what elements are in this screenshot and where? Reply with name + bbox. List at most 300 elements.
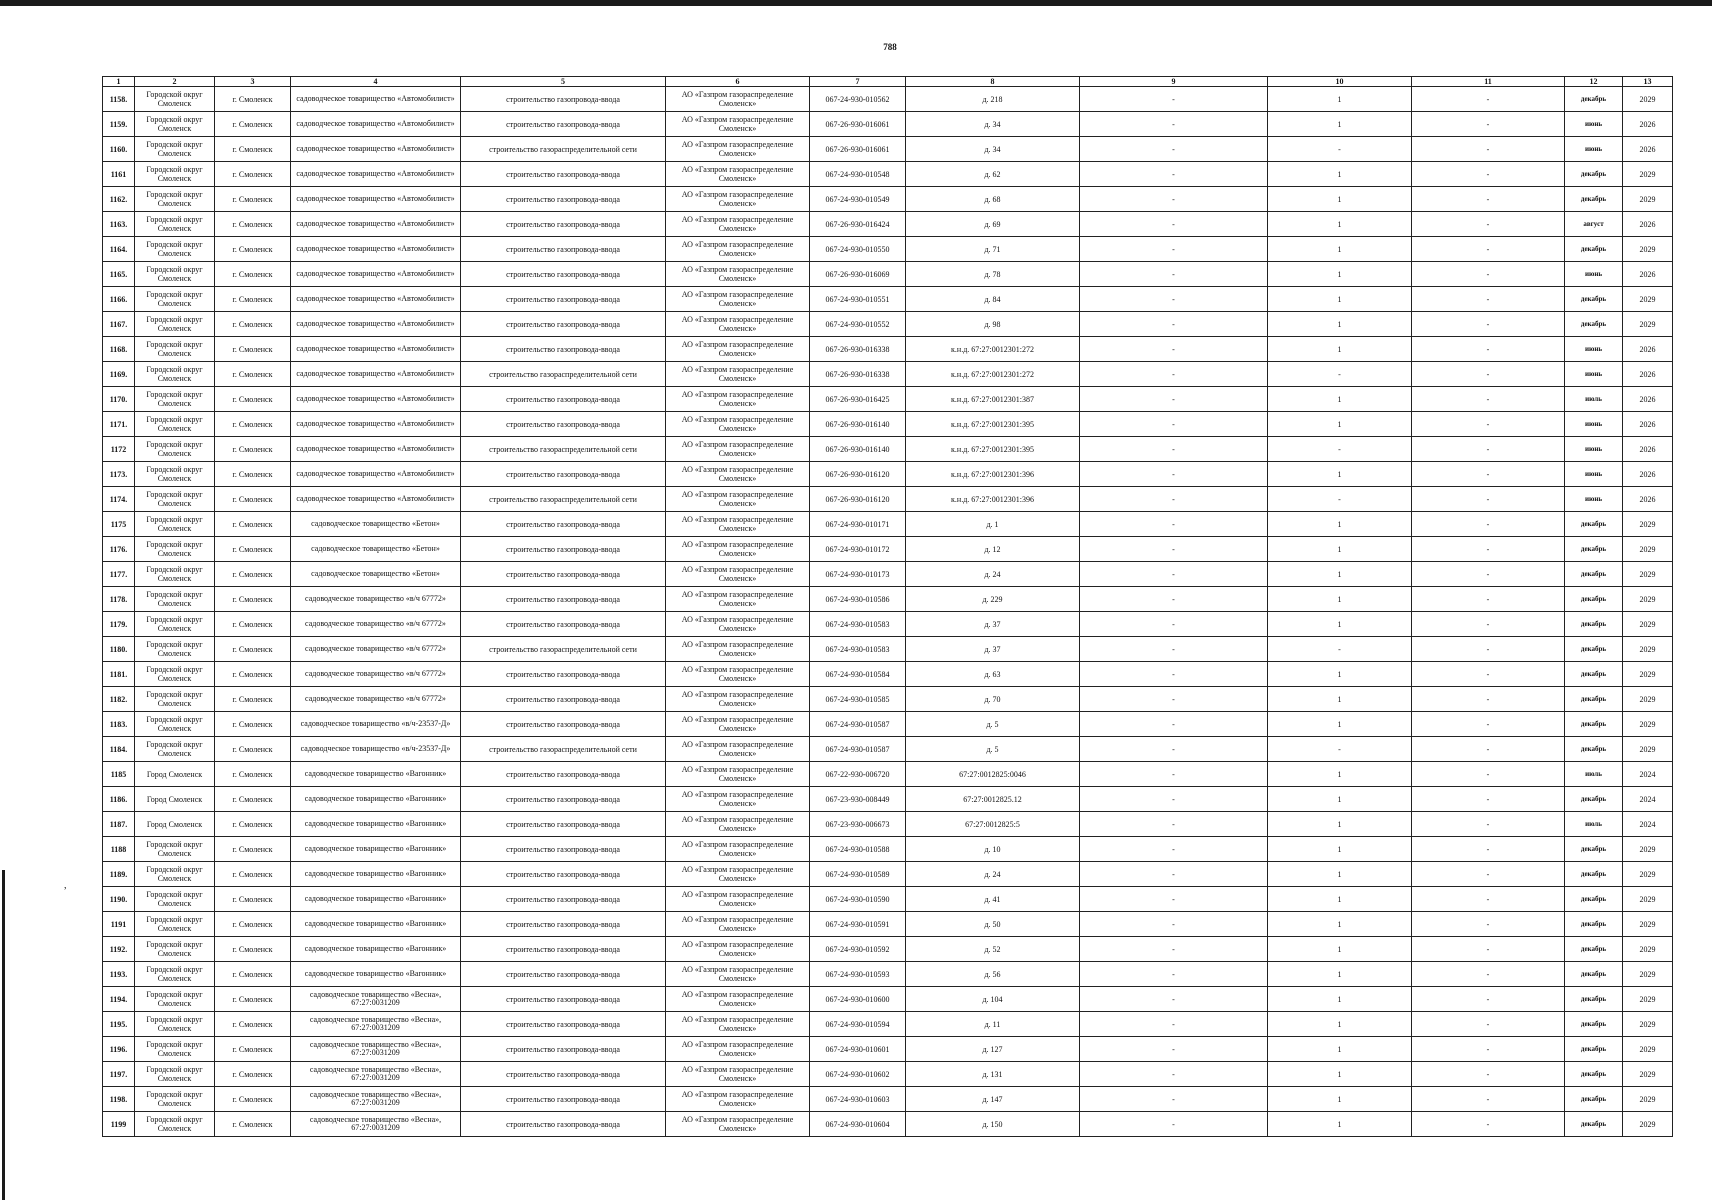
table-row	[103, 212, 1673, 237]
column-9-value-cell: -	[1080, 1062, 1268, 1087]
column-11-value-cell: -	[1412, 87, 1565, 112]
work-type-cell: строительство газораспределительной сети	[461, 362, 666, 387]
municipal-district-cell: Городской округ Смоленск	[135, 337, 215, 362]
month-cell: декабрь	[1565, 237, 1623, 262]
year-cell: 2029	[1623, 737, 1673, 762]
row-number-cell: 1158.	[103, 87, 135, 112]
year-cell: 2026	[1623, 362, 1673, 387]
organization-cell: АО «Газпром газораспределение Смоленск»	[666, 1087, 810, 1112]
work-type-cell: строительство газопровода-ввода	[461, 287, 666, 312]
application-number-cell: 067-26-930-016120	[810, 487, 906, 512]
year-cell: 2029	[1623, 887, 1673, 912]
settlement-cell: г. Смоленск	[215, 87, 291, 112]
area-name-cell: садоводческое товарищество «в/ч-23537-Д»	[291, 737, 461, 762]
application-number-cell: 067-26-930-016140	[810, 412, 906, 437]
application-number-cell: 067-24-930-010584	[810, 662, 906, 687]
settlement-cell: г. Смоленск	[215, 362, 291, 387]
address-cell: д. 218	[906, 87, 1080, 112]
organization-cell: АО «Газпром газораспределение Смоленск»	[666, 362, 810, 387]
row-number-cell: 1168.	[103, 337, 135, 362]
column-11-value-cell: -	[1412, 162, 1565, 187]
table-row	[103, 312, 1673, 337]
municipal-district-cell: Городской округ Смоленск	[135, 912, 215, 937]
address-cell: д. 98	[906, 312, 1080, 337]
column-header-3: 3	[215, 77, 291, 87]
column-9-value-cell: -	[1080, 212, 1268, 237]
organization-cell: АО «Газпром газораспределение Смоленск»	[666, 87, 810, 112]
organization-cell: АО «Газпром газораспределение Смоленск»	[666, 1012, 810, 1037]
area-name-cell: садоводческое товарищество «Вагонник»	[291, 962, 461, 987]
year-cell: 2029	[1623, 537, 1673, 562]
row-number-cell: 1163.	[103, 212, 135, 237]
column-9-value-cell: -	[1080, 687, 1268, 712]
application-number-cell: 067-26-930-016424	[810, 212, 906, 237]
row-number-cell: 1182.	[103, 687, 135, 712]
work-type-cell: строительство газопровода-ввода	[461, 812, 666, 837]
column-11-value-cell: -	[1412, 1037, 1565, 1062]
area-name-cell: садоводческое товарищество «Автомобилист»	[291, 112, 461, 137]
work-type-cell: строительство газопровода-ввода	[461, 112, 666, 137]
address-cell: д. 84	[906, 287, 1080, 312]
area-name-cell: садоводческое товарищество «Бетон»	[291, 512, 461, 537]
municipal-district-cell: Городской округ Смоленск	[135, 237, 215, 262]
month-cell: июнь	[1565, 112, 1623, 137]
settlement-cell: г. Смоленск	[215, 712, 291, 737]
column-10-value-cell: 1	[1268, 237, 1412, 262]
column-11-value-cell: -	[1412, 312, 1565, 337]
area-name-cell: садоводческое товарищество «в/ч-23537-Д»	[291, 712, 461, 737]
year-cell: 2029	[1623, 687, 1673, 712]
organization-cell: АО «Газпром газораспределение Смоленск»	[666, 887, 810, 912]
work-type-cell: строительство газопровода-ввода	[461, 562, 666, 587]
application-number-cell: 067-24-930-010604	[810, 1112, 906, 1137]
area-name-cell: садоводческое товарищество «Вагонник»	[291, 837, 461, 862]
column-11-value-cell: -	[1412, 1087, 1565, 1112]
area-name-cell: садоводческое товарищество «Вагонник»	[291, 912, 461, 937]
column-9-value-cell: -	[1080, 962, 1268, 987]
table-row	[103, 762, 1673, 787]
area-name-cell: садоводческое товарищество «Автомобилист»	[291, 137, 461, 162]
organization-cell: АО «Газпром газораспределение Смоленск»	[666, 437, 810, 462]
column-header-5: 5	[461, 77, 666, 87]
table-row	[103, 787, 1673, 812]
column-10-value-cell: 1	[1268, 412, 1412, 437]
row-number-cell: 1198.	[103, 1087, 135, 1112]
table-row	[103, 287, 1673, 312]
table-row	[103, 462, 1673, 487]
address-cell: д. 34	[906, 137, 1080, 162]
settlement-cell: г. Смоленск	[215, 1062, 291, 1087]
column-11-value-cell: -	[1412, 287, 1565, 312]
column-11-value-cell: -	[1412, 1112, 1565, 1137]
year-cell: 2026	[1623, 137, 1673, 162]
row-number-cell: 1170.	[103, 387, 135, 412]
settlement-cell: г. Смоленск	[215, 437, 291, 462]
table-row	[103, 1012, 1673, 1037]
application-number-cell: 067-24-930-010583	[810, 637, 906, 662]
organization-cell: АО «Газпром газораспределение Смоленск»	[666, 562, 810, 587]
organization-cell: АО «Газпром газораспределение Смоленск»	[666, 737, 810, 762]
year-cell: 2026	[1623, 212, 1673, 237]
application-number-cell: 067-24-930-010551	[810, 287, 906, 312]
organization-cell: АО «Газпром газораспределение Смоленск»	[666, 587, 810, 612]
organization-cell: АО «Газпром газораспределение Смоленск»	[666, 862, 810, 887]
column-10-value-cell: 1	[1268, 537, 1412, 562]
month-cell: июнь	[1565, 337, 1623, 362]
address-cell: д. 147	[906, 1087, 1080, 1112]
month-cell: декабрь	[1565, 962, 1623, 987]
municipal-district-cell: Городской округ Смоленск	[135, 562, 215, 587]
column-10-value-cell: 1	[1268, 912, 1412, 937]
row-number-cell: 1196.	[103, 1037, 135, 1062]
year-cell: 2029	[1623, 712, 1673, 737]
table-row	[103, 162, 1673, 187]
organization-cell: АО «Газпром газораспределение Смоленск»	[666, 687, 810, 712]
address-cell: д. 12	[906, 537, 1080, 562]
column-10-value-cell: 1	[1268, 1112, 1412, 1137]
table-row	[103, 337, 1673, 362]
row-number-cell: 1187.	[103, 812, 135, 837]
column-11-value-cell: -	[1412, 837, 1565, 862]
column-9-value-cell: -	[1080, 337, 1268, 362]
row-number-cell: 1199	[103, 1112, 135, 1137]
work-type-cell: строительство газопровода-ввода	[461, 337, 666, 362]
row-number-cell: 1193.	[103, 962, 135, 987]
month-cell: август	[1565, 212, 1623, 237]
year-cell: 2029	[1623, 1112, 1673, 1137]
settlement-cell: г. Смоленск	[215, 112, 291, 137]
column-header-13: 13	[1623, 77, 1673, 87]
month-cell: декабрь	[1565, 612, 1623, 637]
address-cell: к.н.д. 67:27:0012301:272	[906, 362, 1080, 387]
address-cell: д. 229	[906, 587, 1080, 612]
address-cell: 67:27:0012825.12	[906, 787, 1080, 812]
column-10-value-cell: 1	[1268, 162, 1412, 187]
column-10-value-cell: 1	[1268, 762, 1412, 787]
year-cell: 2029	[1623, 662, 1673, 687]
column-10-value-cell: -	[1268, 737, 1412, 762]
year-cell: 2029	[1623, 512, 1673, 537]
year-cell: 2029	[1623, 937, 1673, 962]
column-9-value-cell: -	[1080, 787, 1268, 812]
application-number-cell: 067-24-930-010562	[810, 87, 906, 112]
settlement-cell: г. Смоленск	[215, 187, 291, 212]
month-cell: декабрь	[1565, 862, 1623, 887]
column-10-value-cell: 1	[1268, 662, 1412, 687]
application-number-cell: 067-23-930-008449	[810, 787, 906, 812]
application-number-cell: 067-24-930-010585	[810, 687, 906, 712]
municipal-district-cell: Городской округ Смоленск	[135, 1087, 215, 1112]
address-cell: д. 50	[906, 912, 1080, 937]
application-number-cell: 067-24-930-010593	[810, 962, 906, 987]
table-row	[103, 587, 1673, 612]
column-11-value-cell: -	[1412, 262, 1565, 287]
column-11-value-cell: -	[1412, 987, 1565, 1012]
row-number-cell: 1172	[103, 437, 135, 462]
settlement-cell: г. Смоленск	[215, 537, 291, 562]
column-9-value-cell: -	[1080, 387, 1268, 412]
column-9-value-cell: -	[1080, 662, 1268, 687]
municipal-district-cell: Город Смоленск	[135, 812, 215, 837]
application-number-cell: 067-24-930-010591	[810, 912, 906, 937]
row-number-cell: 1197.	[103, 1062, 135, 1087]
application-number-cell: 067-26-930-016069	[810, 262, 906, 287]
municipal-district-cell: Городской округ Смоленск	[135, 662, 215, 687]
row-number-cell: 1171.	[103, 412, 135, 437]
municipal-district-cell: Городской округ Смоленск	[135, 687, 215, 712]
settlement-cell: г. Смоленск	[215, 1037, 291, 1062]
table-row	[103, 412, 1673, 437]
column-header-6: 6	[666, 77, 810, 87]
table-row	[103, 912, 1673, 937]
address-cell: к.н.д. 67:27:0012301:395	[906, 412, 1080, 437]
application-number-cell: 067-24-930-010173	[810, 562, 906, 587]
organization-cell: АО «Газпром газораспределение Смоленск»	[666, 987, 810, 1012]
municipal-district-cell: Городской округ Смоленск	[135, 1012, 215, 1037]
column-header-10: 10	[1268, 77, 1412, 87]
application-number-cell: 067-24-930-010583	[810, 612, 906, 637]
column-10-value-cell: 1	[1268, 687, 1412, 712]
settlement-cell: г. Смоленск	[215, 262, 291, 287]
column-header-1: 1	[103, 77, 135, 87]
column-9-value-cell: -	[1080, 812, 1268, 837]
month-cell: декабрь	[1565, 837, 1623, 862]
column-11-value-cell: -	[1412, 187, 1565, 212]
organization-cell: АО «Газпром газораспределение Смоленск»	[666, 612, 810, 637]
year-cell: 2026	[1623, 112, 1673, 137]
column-10-value-cell: 1	[1268, 387, 1412, 412]
table-row	[103, 1062, 1673, 1087]
area-name-cell: садоводческое товарищество «Автомобилист»	[291, 437, 461, 462]
address-cell: д. 34	[906, 112, 1080, 137]
address-cell: д. 63	[906, 662, 1080, 687]
area-name-cell: садоводческое товарищество «Весна», 67:27:0031209	[291, 1087, 461, 1112]
year-cell: 2026	[1623, 412, 1673, 437]
work-type-cell: строительство газопровода-ввода	[461, 412, 666, 437]
municipal-district-cell: Городской округ Смоленск	[135, 837, 215, 862]
month-cell: июнь	[1565, 362, 1623, 387]
column-number-header-row	[103, 77, 1673, 87]
column-header-4: 4	[291, 77, 461, 87]
column-11-value-cell: -	[1412, 737, 1565, 762]
municipal-district-cell: Городской округ Смоленск	[135, 112, 215, 137]
area-name-cell: садоводческое товарищество «Бетон»	[291, 562, 461, 587]
organization-cell: АО «Газпром газораспределение Смоленск»	[666, 237, 810, 262]
settlement-cell: г. Смоленск	[215, 962, 291, 987]
settlement-cell: г. Смоленск	[215, 1012, 291, 1037]
table-row	[103, 712, 1673, 737]
year-cell: 2029	[1623, 587, 1673, 612]
address-cell: д. 37	[906, 612, 1080, 637]
year-cell: 2024	[1623, 812, 1673, 837]
municipal-district-cell: Городской округ Смоленск	[135, 487, 215, 512]
area-name-cell: садоводческое товарищество «в/ч 67772»	[291, 637, 461, 662]
settlement-cell: г. Смоленск	[215, 512, 291, 537]
column-10-value-cell: 1	[1268, 1087, 1412, 1112]
area-name-cell: садоводческое товарищество «Вагонник»	[291, 862, 461, 887]
month-cell: декабрь	[1565, 312, 1623, 337]
month-cell: декабрь	[1565, 662, 1623, 687]
organization-cell: АО «Газпром газораспределение Смоленск»	[666, 412, 810, 437]
column-9-value-cell: -	[1080, 237, 1268, 262]
table-row	[103, 987, 1673, 1012]
year-cell: 2026	[1623, 337, 1673, 362]
application-number-cell: 067-24-930-010548	[810, 162, 906, 187]
column-11-value-cell: -	[1412, 787, 1565, 812]
year-cell: 2029	[1623, 87, 1673, 112]
column-9-value-cell: -	[1080, 987, 1268, 1012]
row-number-cell: 1166.	[103, 287, 135, 312]
month-cell: декабрь	[1565, 562, 1623, 587]
table-row	[103, 437, 1673, 462]
address-cell: д. 68	[906, 187, 1080, 212]
year-cell: 2029	[1623, 187, 1673, 212]
year-cell: 2026	[1623, 262, 1673, 287]
column-9-value-cell: -	[1080, 637, 1268, 662]
municipal-district-cell: Городской округ Смоленск	[135, 612, 215, 637]
municipal-district-cell: Городской округ Смоленск	[135, 987, 215, 1012]
column-9-value-cell: -	[1080, 887, 1268, 912]
organization-cell: АО «Газпром газораспределение Смоленск»	[666, 537, 810, 562]
work-type-cell: строительство газопровода-ввода	[461, 912, 666, 937]
column-header-9: 9	[1080, 77, 1268, 87]
work-type-cell: строительство газораспределительной сети	[461, 487, 666, 512]
organization-cell: АО «Газпром газораспределение Смоленск»	[666, 212, 810, 237]
month-cell: июнь	[1565, 137, 1623, 162]
table-row	[103, 812, 1673, 837]
address-cell: к.н.д. 67:27:0012301:395	[906, 437, 1080, 462]
municipal-district-cell: Городской округ Смоленск	[135, 862, 215, 887]
year-cell: 2029	[1623, 612, 1673, 637]
column-11-value-cell: -	[1412, 1062, 1565, 1087]
application-number-cell: 067-26-930-016061	[810, 112, 906, 137]
address-cell: д. 5	[906, 737, 1080, 762]
column-11-value-cell: -	[1412, 887, 1565, 912]
row-number-cell: 1159.	[103, 112, 135, 137]
area-name-cell: садоводческое товарищество «Вагонник»	[291, 762, 461, 787]
column-9-value-cell: -	[1080, 1012, 1268, 1037]
column-9-value-cell: -	[1080, 737, 1268, 762]
month-cell: декабрь	[1565, 637, 1623, 662]
table-row	[103, 612, 1673, 637]
table-row	[103, 112, 1673, 137]
municipal-district-cell: Городской округ Смоленск	[135, 262, 215, 287]
column-10-value-cell: 1	[1268, 212, 1412, 237]
column-header-7: 7	[810, 77, 906, 87]
column-10-value-cell: 1	[1268, 937, 1412, 962]
column-9-value-cell: -	[1080, 587, 1268, 612]
column-11-value-cell: -	[1412, 962, 1565, 987]
column-9-value-cell: -	[1080, 262, 1268, 287]
table-row	[103, 187, 1673, 212]
municipal-district-cell: Городской округ Смоленск	[135, 737, 215, 762]
work-type-cell: строительство газопровода-ввода	[461, 387, 666, 412]
area-name-cell: садоводческое товарищество «в/ч 67772»	[291, 587, 461, 612]
area-name-cell: садоводческое товарищество «Автомобилист»	[291, 287, 461, 312]
month-cell: декабрь	[1565, 737, 1623, 762]
address-cell: д. 127	[906, 1037, 1080, 1062]
table-row	[103, 662, 1673, 687]
application-number-cell: 067-24-930-010587	[810, 737, 906, 762]
column-11-value-cell: -	[1412, 712, 1565, 737]
area-name-cell: садоводческое товарищество «в/ч 67772»	[291, 687, 461, 712]
column-11-value-cell: -	[1412, 462, 1565, 487]
column-11-value-cell: -	[1412, 512, 1565, 537]
row-number-cell: 1176.	[103, 537, 135, 562]
month-cell: декабрь	[1565, 87, 1623, 112]
application-number-cell: 067-23-930-006673	[810, 812, 906, 837]
work-type-cell: строительство газопровода-ввода	[461, 1012, 666, 1037]
row-number-cell: 1174.	[103, 487, 135, 512]
area-name-cell: садоводческое товарищество «Автомобилист»	[291, 312, 461, 337]
row-number-cell: 1162.	[103, 187, 135, 212]
column-11-value-cell: -	[1412, 1012, 1565, 1037]
column-9-value-cell: -	[1080, 312, 1268, 337]
table-row	[103, 862, 1673, 887]
area-name-cell: садоводческое товарищество «Вагонник»	[291, 887, 461, 912]
application-number-cell: 067-24-930-010172	[810, 537, 906, 562]
settlement-cell: г. Смоленск	[215, 312, 291, 337]
year-cell: 2029	[1623, 1087, 1673, 1112]
column-9-value-cell: -	[1080, 437, 1268, 462]
column-11-value-cell: -	[1412, 412, 1565, 437]
municipal-district-cell: Городской округ Смоленск	[135, 1062, 215, 1087]
application-number-cell: 067-26-930-016120	[810, 462, 906, 487]
table-row	[103, 512, 1673, 537]
area-name-cell: садоводческое товарищество «Автомобилист»	[291, 462, 461, 487]
column-10-value-cell: 1	[1268, 1062, 1412, 1087]
area-name-cell: садоводческое товарищество «Весна», 67:27:0031209	[291, 1062, 461, 1087]
row-number-cell: 1180.	[103, 637, 135, 662]
month-cell: июнь	[1565, 437, 1623, 462]
column-9-value-cell: -	[1080, 162, 1268, 187]
column-10-value-cell: -	[1268, 487, 1412, 512]
stray-scan-mark: ,	[64, 880, 67, 891]
table-row	[103, 737, 1673, 762]
settlement-cell: г. Смоленск	[215, 612, 291, 637]
column-11-value-cell: -	[1412, 762, 1565, 787]
area-name-cell: садоводческое товарищество «в/ч 67772»	[291, 662, 461, 687]
work-type-cell: строительство газопровода-ввода	[461, 512, 666, 537]
work-type-cell: строительство газопровода-ввода	[461, 237, 666, 262]
area-name-cell: садоводческое товарищество «Автомобилист»	[291, 237, 461, 262]
settlement-cell: г. Смоленск	[215, 662, 291, 687]
column-9-value-cell: -	[1080, 762, 1268, 787]
column-9-value-cell: -	[1080, 1087, 1268, 1112]
application-number-cell: 067-26-930-016425	[810, 387, 906, 412]
month-cell: декабрь	[1565, 187, 1623, 212]
organization-cell: АО «Газпром газораспределение Смоленск»	[666, 912, 810, 937]
month-cell: декабрь	[1565, 287, 1623, 312]
organization-cell: АО «Газпром газораспределение Смоленск»	[666, 312, 810, 337]
work-type-cell: строительство газопровода-ввода	[461, 187, 666, 212]
row-number-cell: 1179.	[103, 612, 135, 637]
area-name-cell: садоводческое товарищество «Автомобилист»	[291, 262, 461, 287]
year-cell: 2029	[1623, 237, 1673, 262]
organization-cell: АО «Газпром газораспределение Смоленск»	[666, 337, 810, 362]
column-11-value-cell: -	[1412, 537, 1565, 562]
address-cell: д. 104	[906, 987, 1080, 1012]
year-cell: 2026	[1623, 437, 1673, 462]
application-number-cell: 067-26-930-016061	[810, 137, 906, 162]
column-10-value-cell: 1	[1268, 837, 1412, 862]
area-name-cell: садоводческое товарищество «Весна», 67:27:0031209	[291, 987, 461, 1012]
year-cell: 2026	[1623, 462, 1673, 487]
row-number-cell: 1191	[103, 912, 135, 937]
table-body	[103, 87, 1673, 1137]
table-row	[103, 387, 1673, 412]
year-cell: 2029	[1623, 1012, 1673, 1037]
